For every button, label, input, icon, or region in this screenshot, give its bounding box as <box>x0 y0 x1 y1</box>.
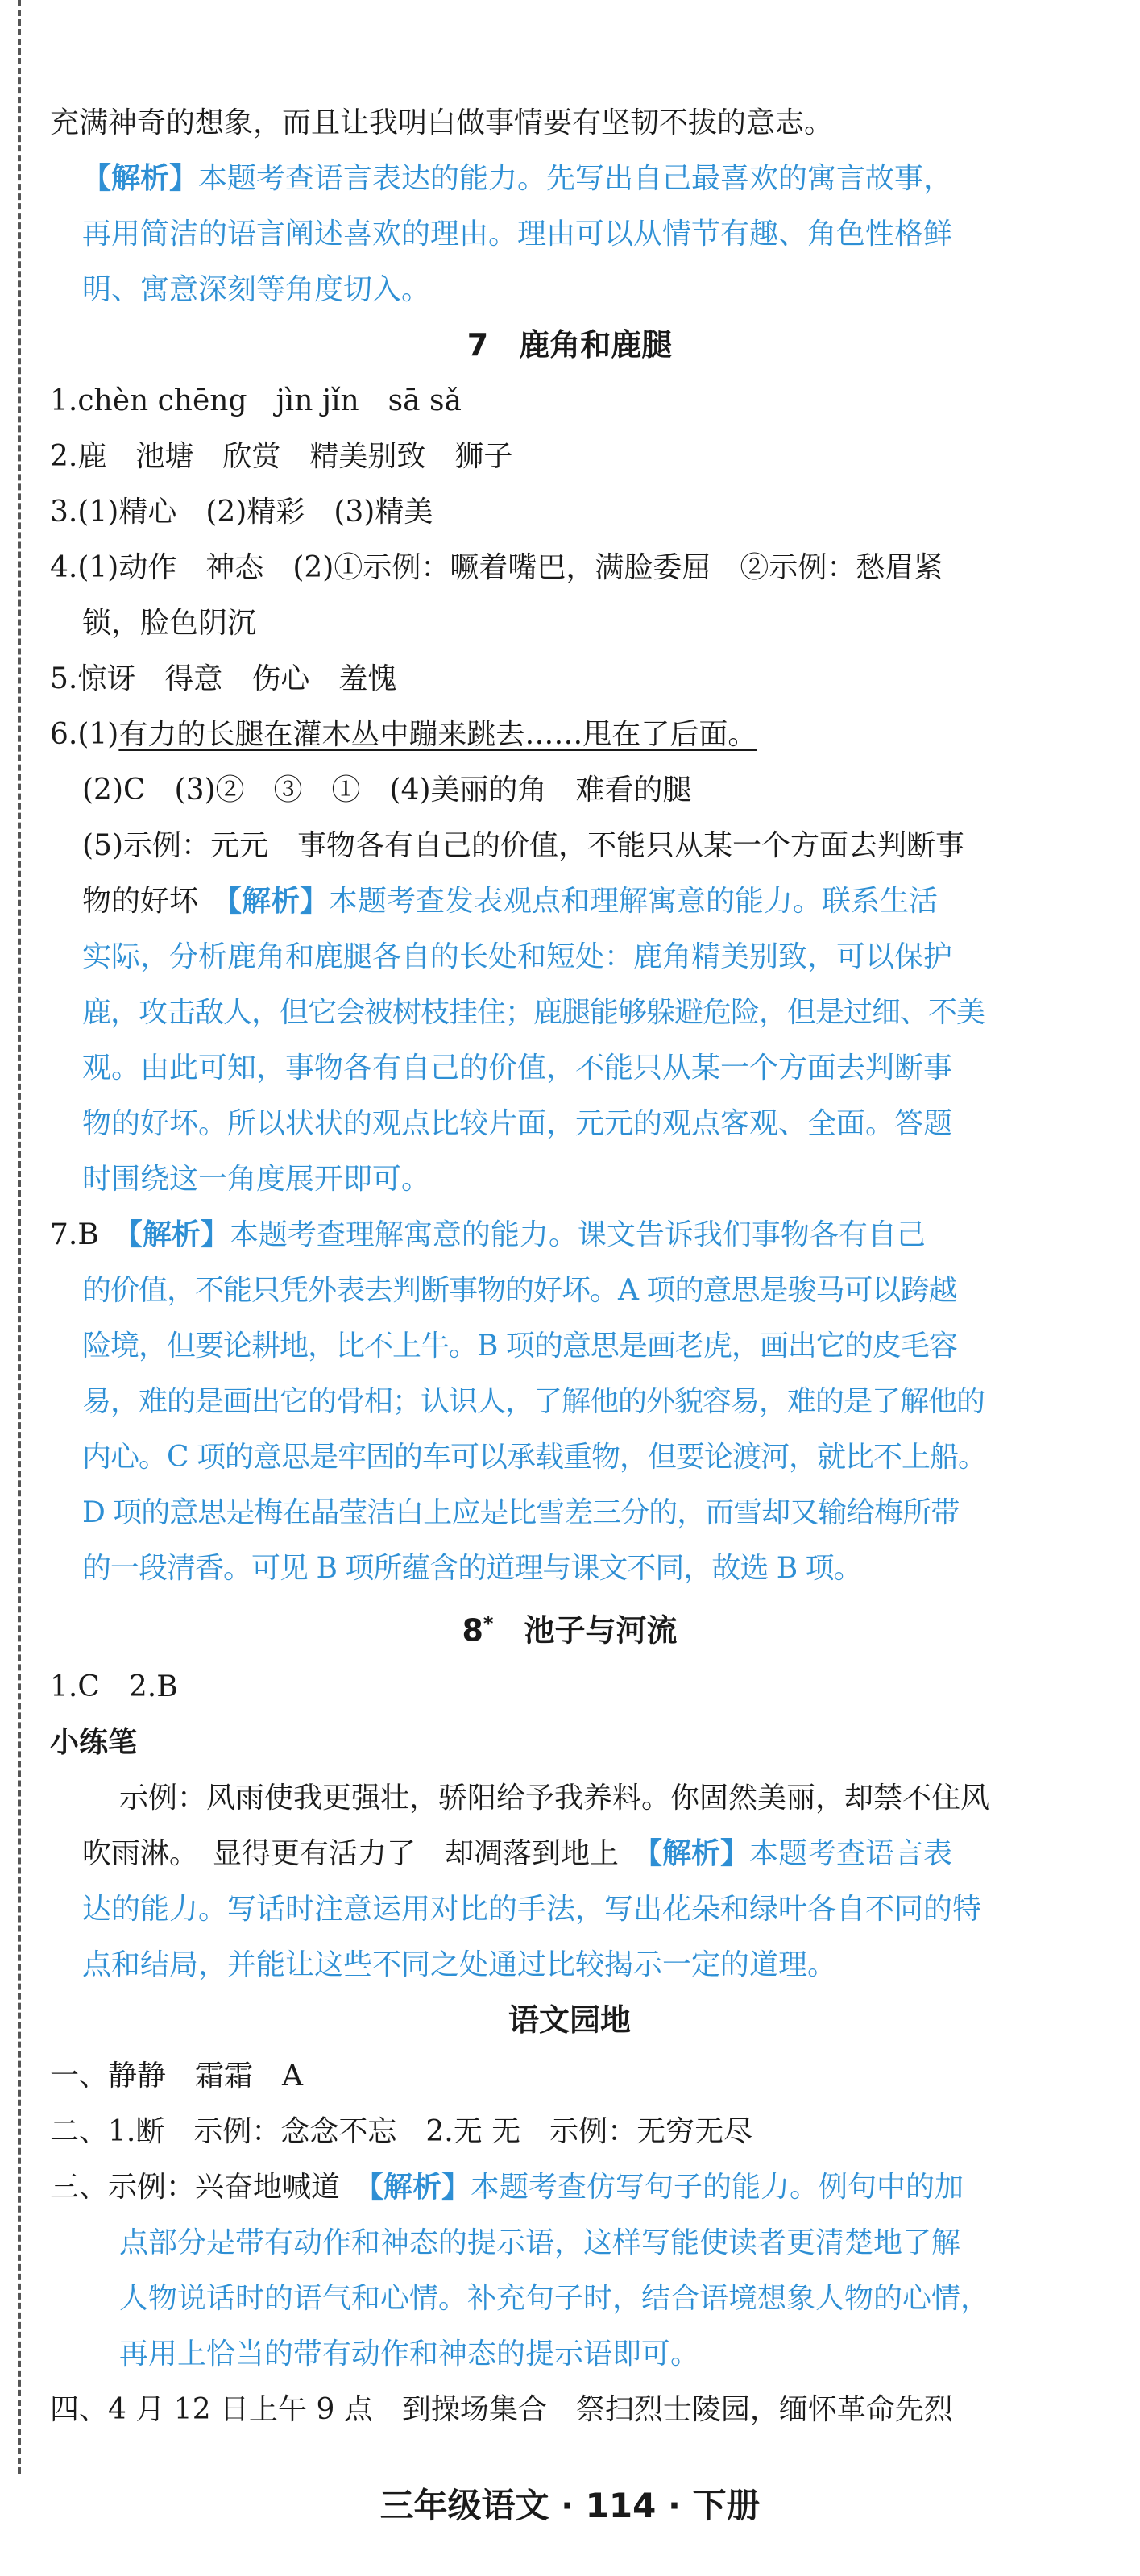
q6-underlined-answer: 有力的长腿在灌木丛中蹦来跳去……甩在了后面。 <box>118 718 757 751</box>
garden-s1: 一、静静 霜霜 A <box>50 2059 303 2093</box>
analysis-text: 本题考查理解寓意的能力。课文告诉我们事物各有自己 <box>229 1218 926 1251</box>
q7-answer: 7.B <box>50 1218 99 1251</box>
lesson-8-q1: 1.C 2.B <box>50 1670 178 1703</box>
q6-prefix: 6.(1) <box>50 718 119 751</box>
intro-analysis-line-2: 再用简洁的语言阐述喜欢的理由。理由可以从情节有趣、角色性格鲜 <box>82 218 953 251</box>
analysis-tag: 【解析】 <box>127 1217 230 1251</box>
garden-s3-analysis-line-2: 人物说话时的语气和心情。补充句子时，结合语境想象人物的心情， <box>119 2281 990 2315</box>
practice-line-1: 示例：风雨使我更强壮，骄阳给予我养料。你固然美丽，却禁不住风 <box>119 1781 990 1815</box>
analysis-text: 本题考查语言表 <box>749 1836 953 1870</box>
lesson-7-q6-line-1 <box>50 707 1089 762</box>
lesson-7-q7-line-1 <box>50 1207 1089 1263</box>
lesson-7-q6-analysis-line-2: 鹿，攻击敌人，但它会被树枝挂住；鹿腿能够躲避危险，但是过细、不美 <box>82 996 985 1029</box>
lesson-7-q6-analysis-line-3: 观。由此可知，事物各有自己的价值，不能只从某一个方面去判断事 <box>82 1052 953 1085</box>
analysis-text: 本题考查语言表达的能力。先写出自己最喜欢的寓言故事， <box>198 162 953 195</box>
analysis-text: 本题考查仿写句子的能力。例句中的加 <box>471 2170 964 2204</box>
lesson-7-q6-line-2: (2)C (3)② ③ ① (4)美丽的角 难看的腿 <box>82 774 692 807</box>
analysis-tag: 【解析】 <box>648 1836 750 1870</box>
garden-s3-answer: 三、示例：兴奋地喊道 <box>50 2170 341 2204</box>
analysis-tag: 【解析】 <box>369 2169 471 2204</box>
lesson-7-q6-line-3: (5)示例：元元 事物各有自己的价值，不能只从某一个方面去判断事 <box>82 829 964 862</box>
intro-line-1: 充满神奇的想象，而且让我明白做事情要有坚韧不拔的意志。 <box>50 106 834 139</box>
lesson-7-q6-line-4 <box>50 873 1089 929</box>
practice-title: 小练笔 <box>50 1725 138 1759</box>
lesson-7-title: 7 鹿角和鹿腿 <box>466 327 673 363</box>
lesson-8-star-mark: * <box>483 1612 494 1635</box>
garden-s2: 二、1.断 示例：念念不忘 2.无 无 示例：无穷无尽 <box>50 2114 753 2148</box>
lesson-7-q6-analysis-line-1: 实际，分析鹿角和鹿腿各自的长处和短处：鹿角精美别致，可以保护 <box>82 940 953 973</box>
intro-analysis-line-1 <box>50 151 1089 206</box>
q6-tail: 物的好坏 <box>82 885 199 918</box>
answer-key-content <box>50 95 1089 2437</box>
lesson-7-q7-line-6: D 项的意思是梅在晶莹洁白上应是比雪差三分的，而雪却又输给梅所带 <box>82 1496 960 1529</box>
page-footer: 三年级语文 · 114 · 下册 <box>379 2486 761 2525</box>
lesson-7-q7-line-4: 易，难的是画出它的骨相；认识人，了解他的外貌容易，难的是了解他的 <box>82 1385 985 1418</box>
lesson-7-q5: 5.惊讶 得意 伤心 羞愧 <box>50 662 397 695</box>
practice-answer-tail: 吹雨淋。 显得更有活力了 却凋落到地上 <box>82 1836 620 1870</box>
lesson-7-q6-analysis-line-5: 时围绕这一角度展开即可。 <box>82 1163 431 1196</box>
analysis-text: 本题考查发表观点和理解寓意的能力。联系生活 <box>329 885 939 918</box>
lesson-8-name: 池子与河流 <box>524 1612 678 1649</box>
lesson-8-title <box>50 1596 1089 1659</box>
binding-dashed-line <box>18 0 21 2474</box>
analysis-tag: 【解析】 <box>82 161 199 195</box>
lesson-7-q7-line-3: 险境，但要论耕地，比不上牛。B 项的意思是画老虎，画出它的皮毛容 <box>82 1329 957 1363</box>
lesson-7-q4-line-2: 锁，脸色阴沉 <box>82 607 257 640</box>
lesson-8-number: 8 <box>462 1612 483 1649</box>
intro-analysis-line-3: 明、寓意深刻等角度切入。 <box>82 273 431 306</box>
practice-analysis-line-1: 达的能力。写话时注意运用对比的手法，写出花朵和绿叶各自不同的特 <box>82 1892 982 1926</box>
lesson-7-q3: 3.(1)精心 (2)精彩 (3)精美 <box>50 496 433 529</box>
lesson-7-q2: 2.鹿 池塘 欣赏 精美别致 狮子 <box>50 440 513 473</box>
practice-line-2 <box>50 1826 1089 1881</box>
lesson-7-q1: 1.chèn chēng jìn jǐn sā sǎ <box>50 384 462 417</box>
analysis-tag: 【解析】 <box>227 884 330 918</box>
garden-title: 语文园地 <box>508 2001 631 2038</box>
garden-s4: 四、4 月 12 日上午 9 点 到操场集合 祭扫烈士陵园，缅怀革命先烈 <box>50 2392 953 2426</box>
lesson-7-q7-line-7: 的一段清香。可见 B 项所蕴含的道理与课文不同，故选 B 项。 <box>82 1552 862 1585</box>
practice-analysis-line-2: 点和结局，并能让这些不同之处通过比较揭示一定的道理。 <box>82 1948 837 1981</box>
garden-s3-analysis-line-3: 再用上恰当的带有动作和神态的提示语即可。 <box>119 2337 700 2371</box>
lesson-7-q6-analysis-line-4: 物的好坏。所以状状的观点比较片面，元元的观点客观、全面。答题 <box>82 1107 953 1140</box>
lesson-7-q4-line-1: 4.(1)动作 神态 (2)①示例：噘着嘴巴，满脸委屈 ②示例：愁眉紧 <box>50 551 943 584</box>
lesson-7-q7-line-5: 内心。C 项的意思是牢固的车可以承载重物，但要论渡河，就比不上船。 <box>82 1441 986 1474</box>
garden-s3-line-1 <box>50 2159 1089 2215</box>
lesson-7-q7-line-2: 的价值，不能只凭外表去判断事物的好坏。A 项的意思是骏马可以跨越 <box>82 1274 957 1307</box>
garden-s3-analysis-line-1: 点部分是带有动作和神态的提示语，这样写能使读者更清楚地了解 <box>119 2225 961 2259</box>
